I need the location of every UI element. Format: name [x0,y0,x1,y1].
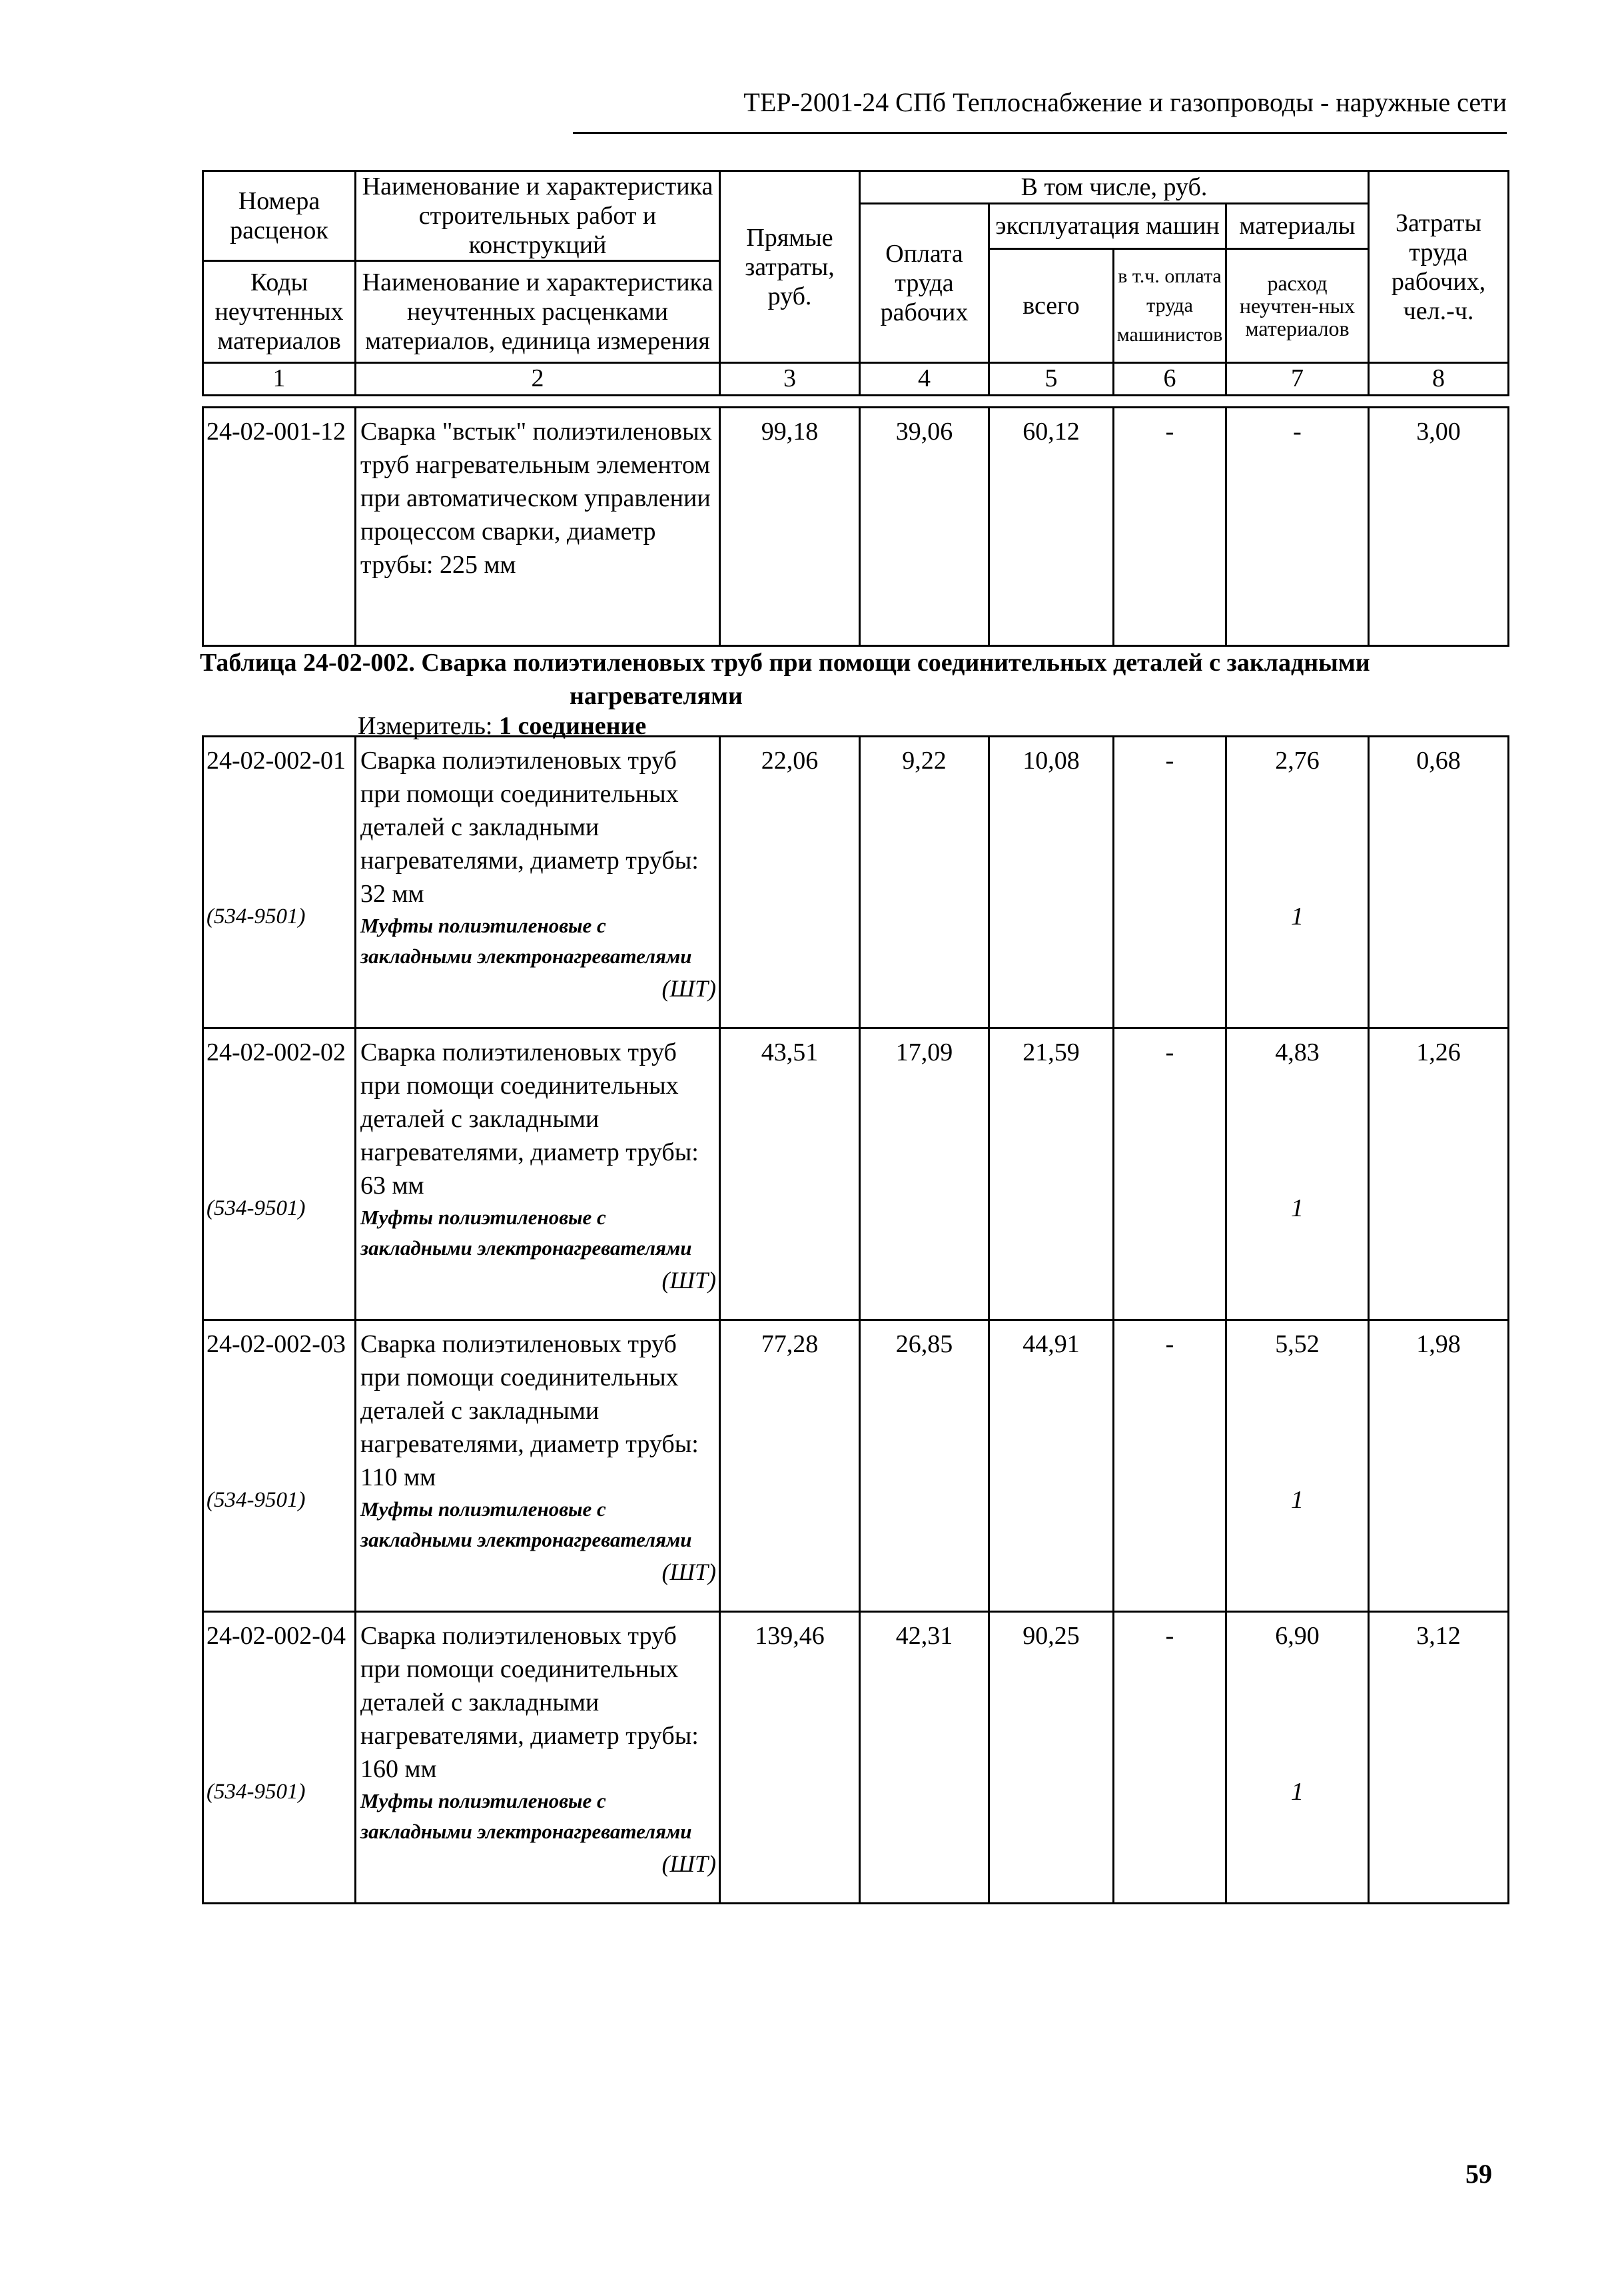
header-col4: Оплата труда рабочих [860,204,989,363]
operator-cost: - [1114,737,1226,1028]
column-number: 3 [720,363,860,396]
materials-cell [1226,1028,1369,1320]
header-group: В том числе, руб. [860,171,1369,204]
labor-cost: 39,06 [860,408,989,646]
rate-code: 24-02-002-02 [206,1038,346,1066]
header-col1-bottom: Коды неучтенных материалов [203,261,356,363]
header-col1-top: Номера расценок [203,171,356,261]
material-unit: (ШТ) [661,1267,716,1294]
material-quantity: 1 [1291,1486,1304,1514]
materials-cost: 6,90 [1275,1622,1320,1650]
rate-name: Сварка полиэтиленовых труб при помощи соединительных деталей с закладными нагревателями, диаметр трубы: 160 мм [360,1622,699,1783]
table-row [203,408,1509,646]
material-quantity: 1 [1291,1194,1304,1222]
rate-name: Сварка полиэтиленовых труб при помощи соединительных деталей с закладными нагревателями, диаметр трубы: 32 мм [360,747,699,908]
code-cell [203,1612,356,1904]
machine-cost: 60,12 [989,408,1114,646]
table-row [203,737,1509,1028]
material-name: Муфты полиэтиленовые с закладными электронагревателями [360,1789,692,1843]
operator-cost: - [1114,408,1226,646]
material-code: (534-9501) [206,1780,306,1804]
column-header-table [202,170,1509,396]
operator-cost: - [1114,1320,1226,1612]
column-number: 4 [860,363,989,396]
material-name: Муфты полиэтиленовые с закладными электронагревателями [360,914,692,968]
direct-cost: 22,06 [720,737,860,1028]
material-unit: (ШТ) [661,1559,716,1585]
labor-hours: 3,00 [1369,408,1509,646]
labor-hours: 1,98 [1369,1320,1509,1612]
section-title [200,646,1505,713]
running-head: ТЕР-2001-24 СПб Теплоснабжение и газопроводы - наружные сети [743,87,1507,117]
rate-code: 24-02-002-01 [206,747,346,775]
rate-table [202,735,1509,1904]
material-unit: (ШТ) [661,975,716,1002]
column-number: 6 [1114,363,1226,396]
rate-table-top [202,406,1509,647]
direct-cost: 43,51 [720,1028,860,1320]
header-rule [573,132,1507,134]
materials-cost: 4,83 [1275,1038,1320,1066]
header-materials: материалы [1226,204,1369,249]
rate-code: 24-02-002-03 [206,1330,346,1358]
labor-cost: 9,22 [860,737,989,1028]
column-number: 2 [356,363,720,396]
header-col8: Затраты труда рабочих, чел.-ч. [1369,171,1509,363]
labor-hours: 3,12 [1369,1612,1509,1904]
column-number: 7 [1226,363,1369,396]
labor-cost: 42,31 [860,1612,989,1904]
material-quantity: 1 [1291,1778,1304,1806]
labor-cost: 17,09 [860,1028,989,1320]
header-col2-top: Наименование и характеристика строительных работ и конструкций [356,171,720,261]
material-name: Муфты полиэтиленовые с закладными электронагревателями [360,1497,692,1551]
name-cell [356,737,720,1028]
header-col5: всего [989,248,1114,363]
header-col2-bottom: Наименование и характеристика неучтенных расценками материалов, единица измерения [356,261,720,363]
name-cell [356,1612,720,1904]
measure-value: 1 соединение [499,712,647,740]
machine-cost: 10,08 [989,737,1114,1028]
labor-hours: 0,68 [1369,737,1509,1028]
code-cell [203,1320,356,1612]
materials-cell [1226,737,1369,1028]
page-number: 59 [1465,2159,1492,2189]
materials-cost: 5,52 [1275,1330,1320,1358]
material-quantity: 1 [1291,903,1304,931]
material-code: (534-9501) [206,1196,306,1220]
labor-hours: 1,26 [1369,1028,1509,1320]
table-row [203,1612,1509,1904]
header-col6: в т.ч. оплата труда машинистов [1114,248,1226,363]
header-col7: расход неучтен-ных материалов [1226,248,1369,363]
column-number: 8 [1369,363,1509,396]
direct-cost: 77,28 [720,1320,860,1612]
column-number: 1 [203,363,356,396]
operator-cost: - [1114,1028,1226,1320]
machine-cost: 21,59 [989,1028,1114,1320]
code-cell [203,737,356,1028]
materials-cost: 2,76 [1275,747,1320,775]
measure-label: Измеритель: [358,712,493,740]
rate-code: 24-02-001-12 [203,408,356,646]
table-row [203,1320,1509,1612]
section-title-line2: нагревателями [570,682,743,710]
rate-code: 24-02-002-04 [206,1622,346,1650]
labor-cost: 26,85 [860,1320,989,1612]
direct-cost: 139,46 [720,1612,860,1904]
name-cell [356,1320,720,1612]
column-number: 5 [989,363,1114,396]
operator-cost: - [1114,1612,1226,1904]
material-unit: (ШТ) [661,1850,716,1877]
rate-name: Сварка полиэтиленовых труб при помощи соединительных деталей с закладными нагревателями, диаметр трубы: 63 мм [360,1038,699,1200]
materials-cell [1226,1612,1369,1904]
name-cell [356,1028,720,1320]
rate-name: Сварка "встык" полиэтиленовых труб нагревательным элементом при автоматическом управлении процессом сварки, диаметр трубы: 225 мм [356,408,720,646]
direct-cost: 99,18 [720,408,860,646]
machine-cost: 44,91 [989,1320,1114,1612]
materials-cell [1226,1320,1369,1612]
section-title-line1: Таблица 24-02-002. Сварка полиэтиленовых труб при помощи соединительных деталей с закладными [200,649,1370,677]
table-row [203,1028,1509,1320]
material-code: (534-9501) [206,1488,306,1512]
code-cell [203,1028,356,1320]
machine-cost: 90,25 [989,1612,1114,1904]
materials-cost: - [1226,408,1369,646]
material-code: (534-9501) [206,905,306,929]
rate-name: Сварка полиэтиленовых труб при помощи соединительных деталей с закладными нагревателями, диаметр трубы: 110 мм [360,1330,699,1491]
header-machines: эксплуатация машин [989,204,1226,249]
header-col3: Прямые затраты, руб. [720,171,860,363]
material-name: Муфты полиэтиленовые с закладными электронагревателями [360,1206,692,1260]
